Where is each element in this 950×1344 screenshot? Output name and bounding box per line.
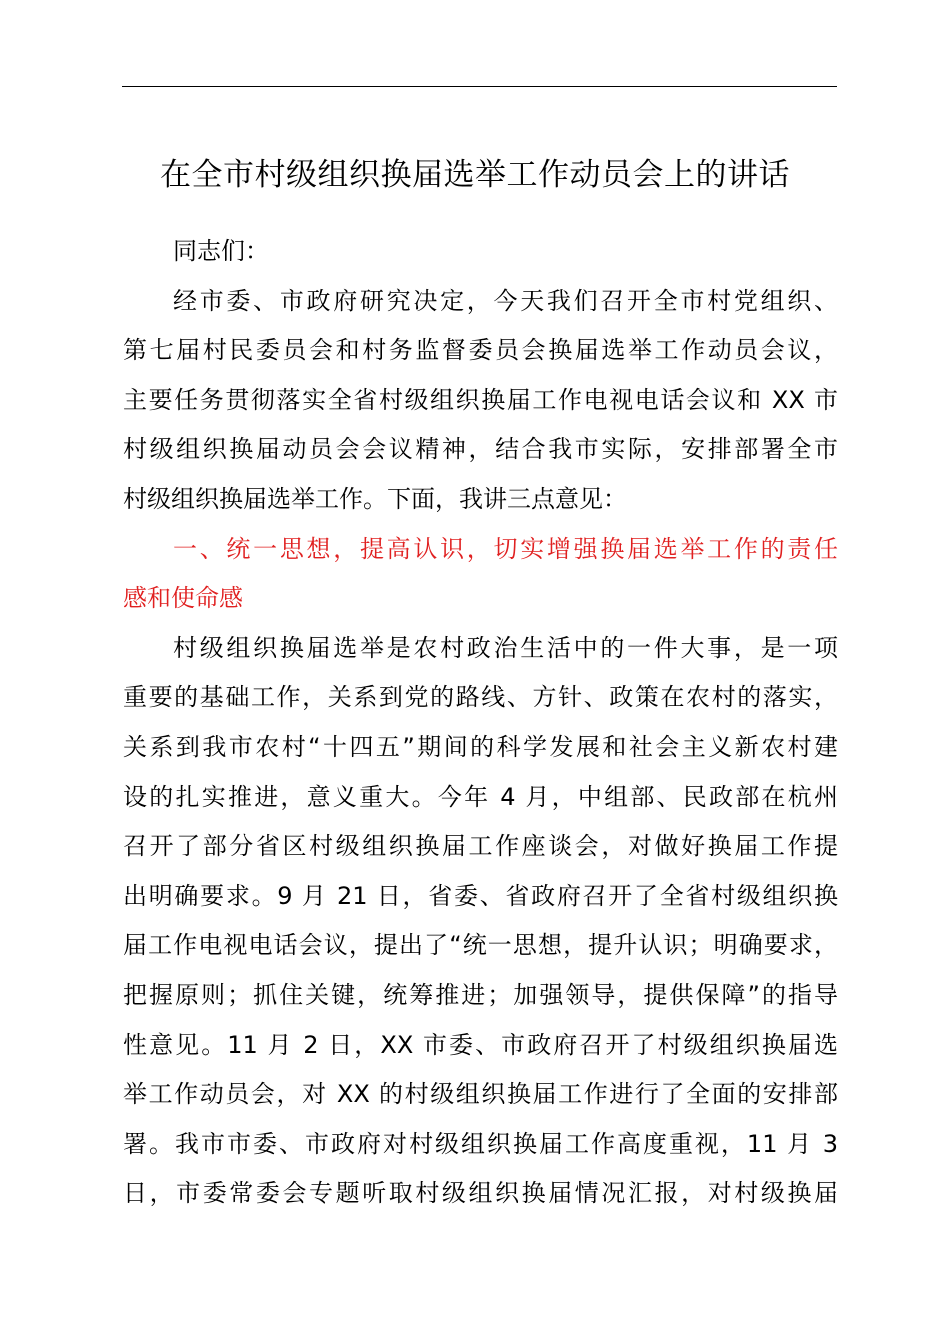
text-line: 经市委、市政府研究决定，今天我们召开全市村党组织、 — [173, 286, 838, 315]
text-line: 村级组织换届选举是农村政治生活中的一件大事，是一项 — [173, 633, 838, 662]
text-line: 村级组织换届选举工作。下面，我讲三点意见： — [123, 484, 627, 513]
text-line: 设的扎实推进，意义重大。今年 4 月，中组部、民政部在杭州 — [123, 782, 838, 811]
paragraph-section-1 — [123, 624, 838, 1219]
text-line: 举工作动员会，对 XX 的村级组织换届工作进行了全面的安排部 — [123, 1080, 838, 1109]
text-line: 出明确要求。9 月 21 日，省委、省政府召开了全省村级组织换 — [123, 881, 838, 910]
text-line: 第七届村民委员会和村务监督委员会换届选举工作动员会议， — [123, 336, 838, 365]
text-line: 届工作电视电话会议，提出了“统一思想，提升认识；明确要求， — [123, 931, 838, 960]
header-rule — [122, 86, 837, 87]
text-line: 重要的基础工作，关系到党的路线、方针、政策在农村的落实， — [123, 683, 838, 712]
paragraph-opening — [123, 277, 838, 525]
text-line: 关系到我市农村“十四五”期间的科学发展和社会主义新农村建 — [123, 732, 838, 761]
text-line: 村级组织换届动员会会议精神，结合我市实际，安排部署全市 — [123, 435, 838, 464]
document-title: 在全市村级组织换届选举工作动员会上的讲话 — [160, 157, 790, 193]
heading-line: 一、统一思想，提高认识，切实增强换届选举工作的责任 — [173, 534, 838, 563]
text-line: 召开了部分省区村级组织换届工作座谈会，对做好换届工作提 — [123, 832, 838, 861]
section-heading-1 — [123, 525, 838, 624]
text-line: 性意见。11 月 2 日，XX 市委、市政府召开了村级组织换届选 — [123, 1030, 838, 1059]
text-line: 把握原则；抓住关键，统筹推进；加强领导，提供保障”的指导 — [123, 980, 838, 1009]
text-line: 日，市委常委会专题听取村级组织换届情况汇报，对村级换届 — [123, 1179, 838, 1208]
heading-line: 感和使命感 — [123, 584, 243, 613]
document-body — [123, 227, 838, 1219]
text-line: 主要任务贯彻落实全省村级组织换届工作电视电话会议和 XX 市 — [123, 385, 838, 414]
salutation: 同志们： — [173, 237, 269, 265]
text-line: 署。我市市委、市政府对村级组织换届工作高度重视，11 月 3 — [123, 1129, 838, 1158]
